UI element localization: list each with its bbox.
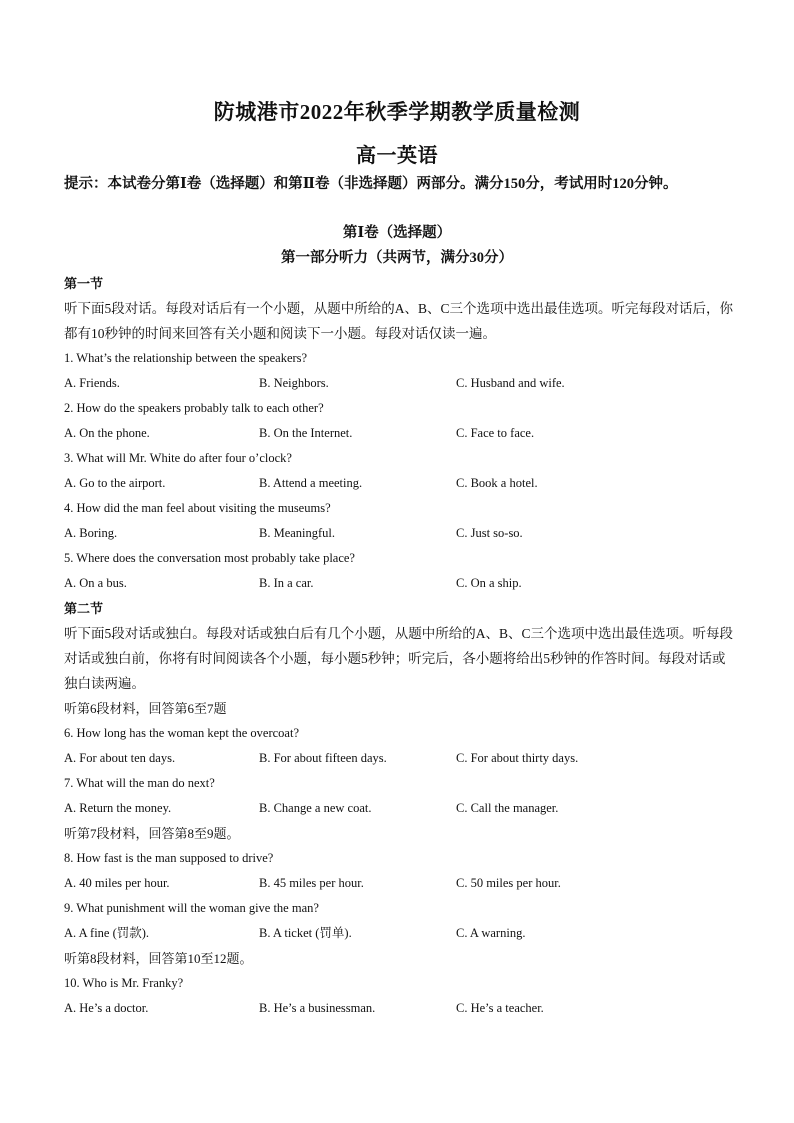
exam-notice: 提示：本试卷分第Ⅰ卷（选择题）和第Ⅱ卷（非选择题）两部分。满分150分，考试用时120分钟。 [64,176,678,192]
group-8-heading: 听第8段材料，回答第10至12题。 [64,951,253,966]
option-c: C. On a ship. [456,576,522,590]
group-7-heading: 听第7段材料，回答第8至9题。 [64,826,240,841]
question-9: 9. What punishment will the woman give the man? [64,901,319,915]
option-b: B. 45 miles per hour. [259,876,364,890]
listening-body [64,271,734,1021]
section2-label: 第二节 [64,601,104,616]
option-b: B. In a car. [259,576,314,590]
option-b: B. He’s a businessman. [259,1001,376,1015]
option-a: A. On the phone. [64,426,150,440]
option-c: C. A warning. [456,926,526,940]
option-b: B. Change a new coat. [259,801,372,815]
question-1: 1. What’s the relationship between the speakers? [64,351,308,365]
option-c: C. 50 miles per hour. [456,876,561,890]
exam-subtitle: 高一英语 [356,145,438,167]
options-8 [64,871,734,896]
question-6: 6. How long has the woman kept the overcoat? [64,726,300,740]
part-title: 第Ⅰ卷（选择题） [342,225,452,241]
section1-instructions: 听下面5段对话。每段对话后有一个小题，从题中所给的A、B、C三个选项中选出最佳选项。听完每段对话后，你都有10秒钟的时间来回答有关小题和阅读下一小题。每段对话仅读一遍。 [64,301,734,341]
option-c: C. Face to face. [456,426,535,440]
option-a: A. A fine (罚款). [64,926,150,940]
options-4 [64,521,734,546]
option-b: B. For about fifteen days. [259,751,387,765]
option-c: C. Husband and wife. [456,376,565,390]
question-2: 2. How do the speakers probably talk to each other? [64,401,324,415]
option-a: A. For about ten days. [64,751,176,765]
option-a: A. 40 miles per hour. [64,876,170,890]
option-c: C. Call the manager. [456,801,559,815]
option-a: A. Boring. [64,526,118,540]
option-b: B. Meaningful. [259,526,336,540]
option-b: B. A ticket (罚单). [259,926,352,940]
option-a: A. On a bus. [64,576,127,590]
option-c: C. Just so-so. [456,526,523,540]
options-2 [64,421,734,446]
option-a: A. Go to the airport. [64,476,166,490]
options-1 [64,371,734,396]
options-10 [64,996,734,1021]
option-c: C. He’s a teacher. [456,1001,544,1015]
question-10: 10. Who is Mr. Franky? [64,976,184,990]
option-a: A. Return the money. [64,801,172,815]
option-b: B. Neighbors. [259,376,329,390]
option-c: C. For about thirty days. [456,751,579,765]
option-b: B. Attend a meeting. [259,476,363,490]
question-7: 7. What will the man do next? [64,776,215,790]
question-3: 3. What will Mr. White do after four o’clock? [64,451,292,465]
group-6-heading: 听第6段材料，回答第6至7题 [64,701,227,716]
option-b: B. On the Internet. [259,426,353,440]
question-8: 8. How fast is the man supposed to drive? [64,851,274,865]
question-5: 5. Where does the conversation most probably take place? [64,551,355,565]
option-c: C. Book a hotel. [456,476,538,490]
option-a: A. He’s a doctor. [64,1001,149,1015]
question-4: 4. How did the man feel about visiting the museums? [64,501,331,515]
options-5 [64,571,734,596]
options-3 [64,471,734,496]
section-title: 第一部分听力（共两节，满分30分） [281,250,513,266]
exam-title: 防城港市2022年秋季学期教学质量检测 [213,100,581,124]
options-7 [64,796,734,821]
options-6 [64,746,734,771]
options-9 [64,921,734,946]
option-a: A. Friends. [64,376,120,390]
section2-instructions: 听下面5段对话或独白。每段对话或独白后有几个小题，从题中所给的A、B、C三个选项中选出最佳选项。听每段对话或独白前，你将有时间阅读各个小题，每小题5秒钟；听完后，各小题将给出5秒钟的作答时间。每段对话或独白读两遍。 [64,626,734,691]
section1-label: 第一节 [64,276,104,291]
